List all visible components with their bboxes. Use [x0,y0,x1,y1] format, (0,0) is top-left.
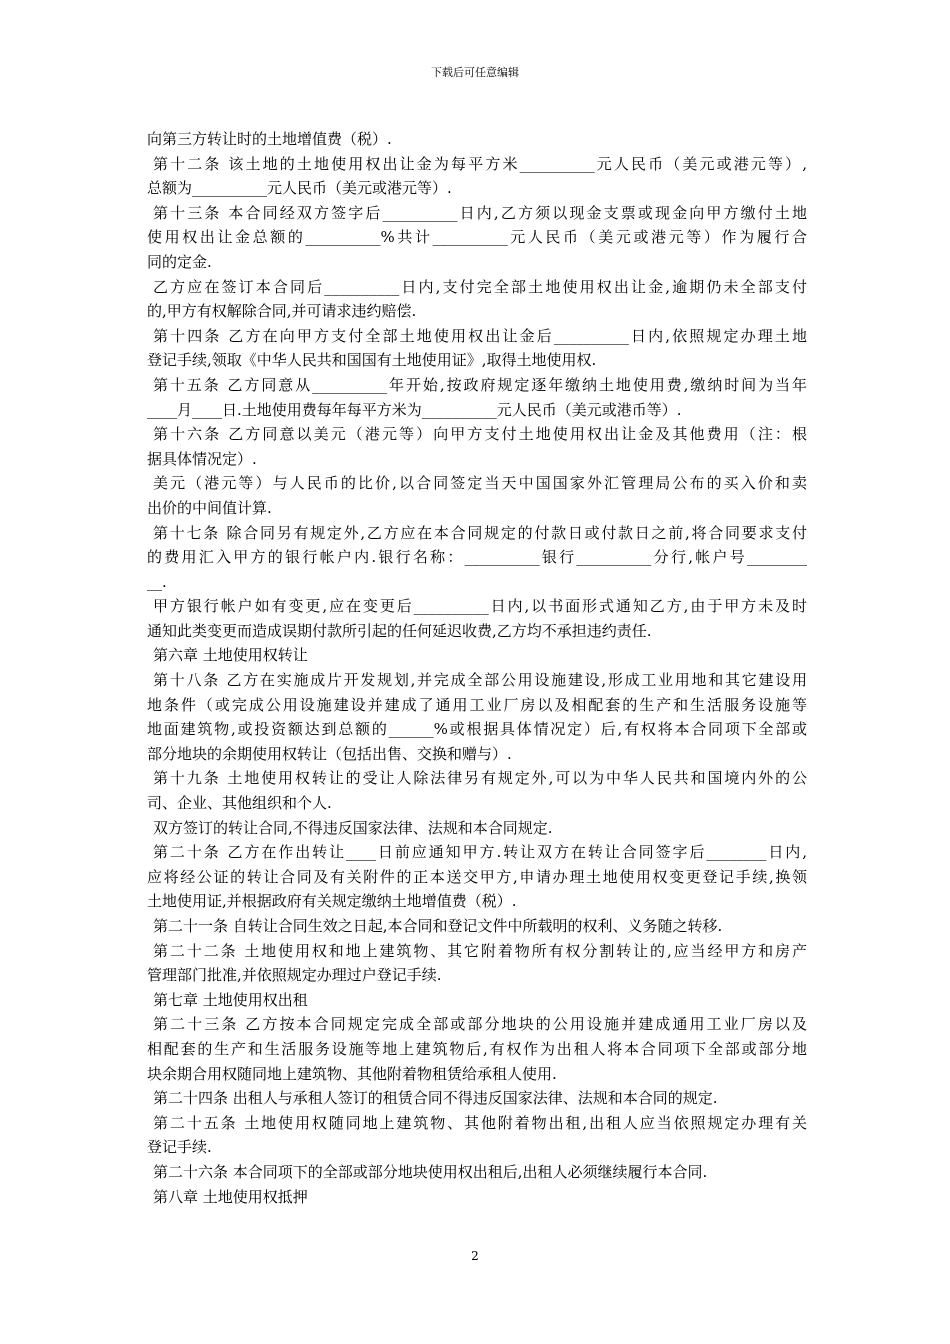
text-line: 双方签订的转让合同,不得违反国家法律、法规和本合同规定. [153,818,553,837]
text-line: 第十八条 乙方在实施成片开发规划,并完成全部公用设施建设,形成工业用地和其它建设用 [153,671,807,690]
text-line: 第十九条 土地使用权转让的受让人除法律另有规定外,可以为中华人民共和国境内外的公 [153,769,807,788]
text-line: 通知此类变更而造成误期付款所引起的任何延迟收费,乙方均不承担违约责任. [147,621,652,640]
text-line: 向第三方转让时的土地增值费（税）. [147,130,392,148]
text-line: 管理部门批准,并依照规定办理过户登记手续. [147,966,442,985]
text-line: 第二十一条 自转让合同生效之日起,本合同和登记文件中所载明的权利、义务随之转移. [153,917,723,935]
text-line: __. [147,572,167,591]
text-line: 美元（港元等）与人民币的比价,以合同签定当天中国国家外汇管理局公布的买入价和卖 [153,474,807,493]
text-line: 块余期合用权随同地上建筑物、其他附着物租赁给承租人使用. [147,1064,557,1083]
text-line: 第十四条 乙方在向甲方支付全部土地使用权出让金后__________日内,依照规定办理土地 [153,326,807,345]
text-line: 乙方应在签订本合同后__________日内,支付完全部土地使用权出让金,逾期仍未全部支付 [153,277,807,296]
text-line: 总额为__________元人民币（美元或港元等）. [147,179,452,198]
text-line: 地面建筑物,或投资额达到总额的______%或根据具体情况定）后,有权将本合同项下全部或 [147,720,807,739]
text-line: 同的定金. [147,252,212,271]
text-line: 使用权出让金总额的__________%共计__________元人民币（美元或港元等）作为履行合 [147,228,807,247]
text-line: 登记手续,领取《中华人民共和国国有土地使用证》,取得土地使用权. [147,351,597,370]
text-line: 第二十条 乙方在作出转让____日前应通知甲方.转让双方在转让合同签字后________日内, [153,843,807,862]
text-line: 的,甲方有权解除合同,并可请求违约赔偿. [147,302,417,321]
page-header: 下载后可任意编辑 [431,66,519,79]
text-line: 第二十五条 土地使用权随同地上建筑物、其他附着物出租,出租人应当依照规定办理有关 [153,1113,807,1132]
text-line: 地条件（或完成公用设施建设并建成了通用工业厂房以及相配套的生产和生活服务设施等 [147,695,807,714]
document-body [147,127,807,1209]
text-line: 应将经公证的转让合同及有关附件的正本送交甲方,申请办理土地使用权变更登记手续,换领 [147,867,807,886]
text-line: 出价的中间值计算. [147,498,272,517]
text-line: 第十五条 乙方同意从__________年开始,按政府规定逐年缴纳土地使用费,缴纳时间为当年 [153,375,807,394]
text-line: 部分地块的余期使用权转让（包括出售、交换和赠与）. [147,744,512,763]
text-line: 土地使用证,并根据政府有关规定缴纳土地增值费（税）. [147,892,517,911]
text-line: 第十二条 该土地的土地使用权出让金为每平方米__________元人民币（美元或港元等）, [153,154,807,173]
text-line: 相配套的生产和生活服务设施等地上建筑物后,有权作为出租人将本合同项下全部或部分地 [147,1039,807,1058]
text-line: 第二十四条 出租人与承租人签订的租赁合同不得违反国家法律、法规和本合同的规定. [153,1089,718,1108]
text-line: ____月____日.土地使用费每年每平方米为__________元人民币（美元或港币等）. [147,400,682,419]
page-number: 2 [471,1249,479,1263]
text-line: 司、企业、其他组织和个人. [147,794,332,813]
text-line: 据具体情况定）. [147,449,257,468]
text-line: 第二十二条 土地使用权和地上建筑物、其它附着物所有权分割转让的,应当经甲方和房产 [153,941,807,960]
text-line: 第六章 土地使用权转让 [153,646,308,665]
text-line: 第十三条 本合同经双方签字后__________日内,乙方须以现金支票或现金向甲方缴付土地 [153,203,807,222]
text-line: 第七章 土地使用权出租 [153,990,308,1009]
text-line: 第二十三条 乙方按本合同规定完成全部或部分地块的公用设施并建成通用工业厂房以及 [153,1015,807,1034]
text-line: 第十六条 乙方同意以美元（港元等）向甲方支付土地使用权出让金及其他费用（注：根 [153,425,807,444]
text-line: 第二十六条 本合同项下的全部或部分地块使用权出租后,出租人必须继续履行本合同. [153,1162,708,1181]
text-line: 第十七条 除合同另有规定外,乙方应在本合同规定的付款日或付款日之前,将合同要求支付 [153,523,807,542]
text-line: 甲方银行帐户如有变更,应在变更后__________日内,以书面形式通知乙方,由于甲方未及时 [153,597,807,616]
text-line: 的费用汇入甲方的银行帐户内.银行名称：__________银行__________分行,帐户号________ [147,548,807,567]
text-line: 登记手续. [147,1138,212,1157]
text-line: 第八章 土地使用权抵押 [153,1187,308,1206]
